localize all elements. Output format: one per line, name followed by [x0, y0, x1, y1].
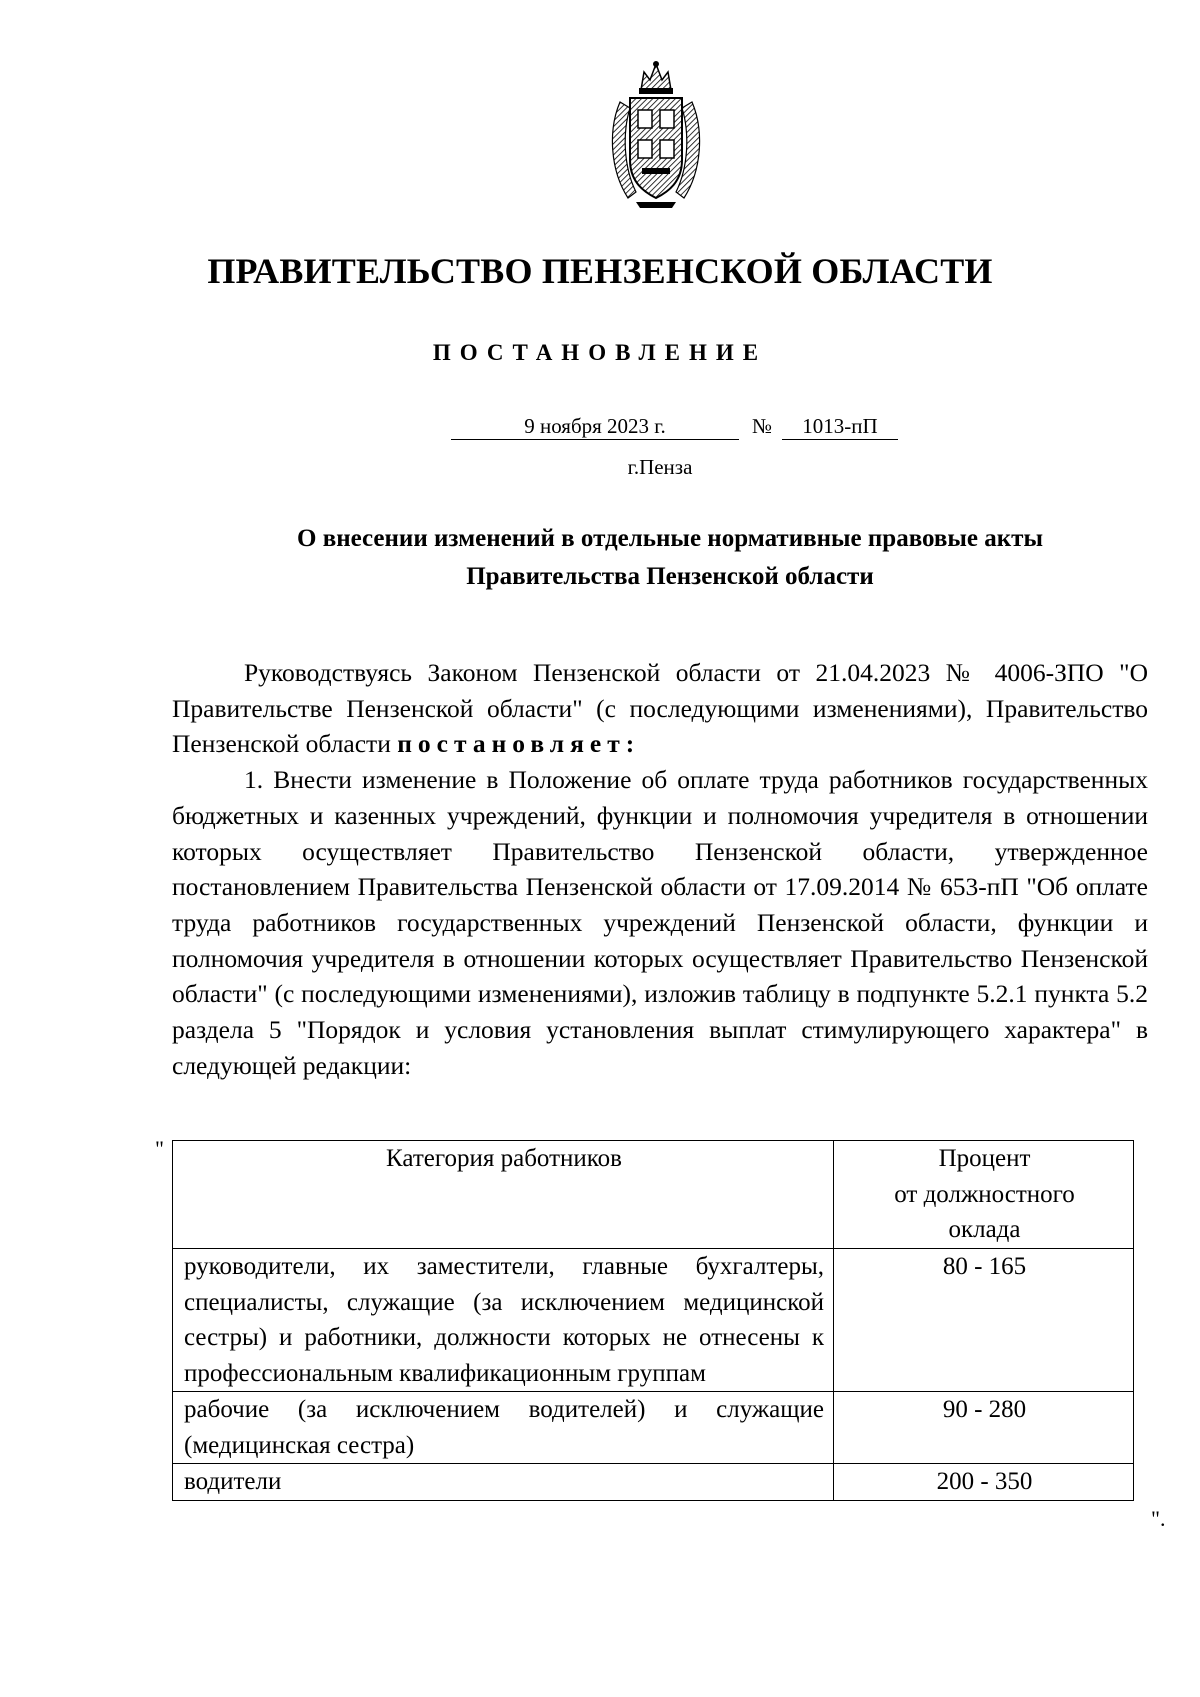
- penza-coat-of-arms-icon: [606, 60, 706, 210]
- table-row: [173, 1464, 1134, 1501]
- row-category: рабочие (за исключением водителей) и служащие (медицинская сестра): [173, 1392, 834, 1464]
- document-type: ПОСТАНОВЛЕНИЕ: [432, 340, 768, 365]
- subject-line-1: О внесении изменений в отдельные нормативные правовые акты: [297, 525, 1043, 552]
- row-percent: 80 - 165: [834, 1249, 1134, 1392]
- paragraph-item-1: 1. Внести изменение в Положение об оплате труда работников государственных бюджетных и казенных учреждений, функции и полномочия учредителя в отношении которых осуществляет Правительство Пензенской области, утвержденное постановлением Правительства Пензенской области от 17.09.2014 № 653-пП "Об оплате труда работников государственных учреждений Пензенской области, функции и полномочия учредителя в отношении которых осуществляет Правительство Пензенской области" (с последующими изменениями), изложив таблицу в подпункте 5.2.1 пункта 5.2 раздела 5 "Порядок и условия установления выплат стимулирующего характера" в следующей редакции:: [172, 765, 1148, 1080]
- row-category: водители: [173, 1464, 834, 1501]
- table-header-row: [173, 1141, 1134, 1249]
- row-percent: 90 - 280: [834, 1392, 1134, 1464]
- subject-line-2: Правительства Пензенской области: [466, 563, 874, 590]
- document-number: 1013-пП: [782, 413, 898, 440]
- row-percent: 200 - 350: [834, 1464, 1134, 1501]
- paragraph-preamble: [172, 655, 1148, 762]
- decree-action: постановляет:: [397, 729, 641, 759]
- header-percent-line-2: от должностного: [894, 1180, 1075, 1208]
- document-date: 9 ноября 2023 г.: [451, 413, 739, 440]
- preamble-text: Руководствуясь Законом Пензенской области от 21.04.2023 № 4006-ЗПО "О Правительстве Пензенской области" (с последующими изменениями), Правительство Пензенской области: [172, 658, 1148, 759]
- city: г.Пенза: [627, 455, 693, 479]
- rates-table: [172, 1140, 1134, 1501]
- table-row: [173, 1249, 1134, 1392]
- document-body: [172, 655, 1148, 1083]
- number-sign: №: [752, 414, 773, 438]
- header-category: Категория работников: [173, 1141, 834, 1249]
- table-quote-open: ": [155, 1136, 164, 1161]
- header-percent-line-3: оклада: [948, 1216, 1021, 1243]
- authority-title: ПРАВИТЕЛЬСТВО ПЕНЗЕНСКОЙ ОБЛАСТИ: [207, 251, 993, 291]
- header-percent: [834, 1141, 1134, 1249]
- document-subject: [170, 520, 1170, 596]
- table-quote-close: ".: [1151, 1506, 1166, 1531]
- row-category: руководители, их заместители, главные бухгалтеры, специалисты, служащие (за исключением медицинской сестры) и работники, должности которых не отнесены к профессиональным квалификационным группам: [173, 1249, 834, 1392]
- header-percent-line-1: Процент: [938, 1145, 1031, 1172]
- table-row: [173, 1392, 1134, 1464]
